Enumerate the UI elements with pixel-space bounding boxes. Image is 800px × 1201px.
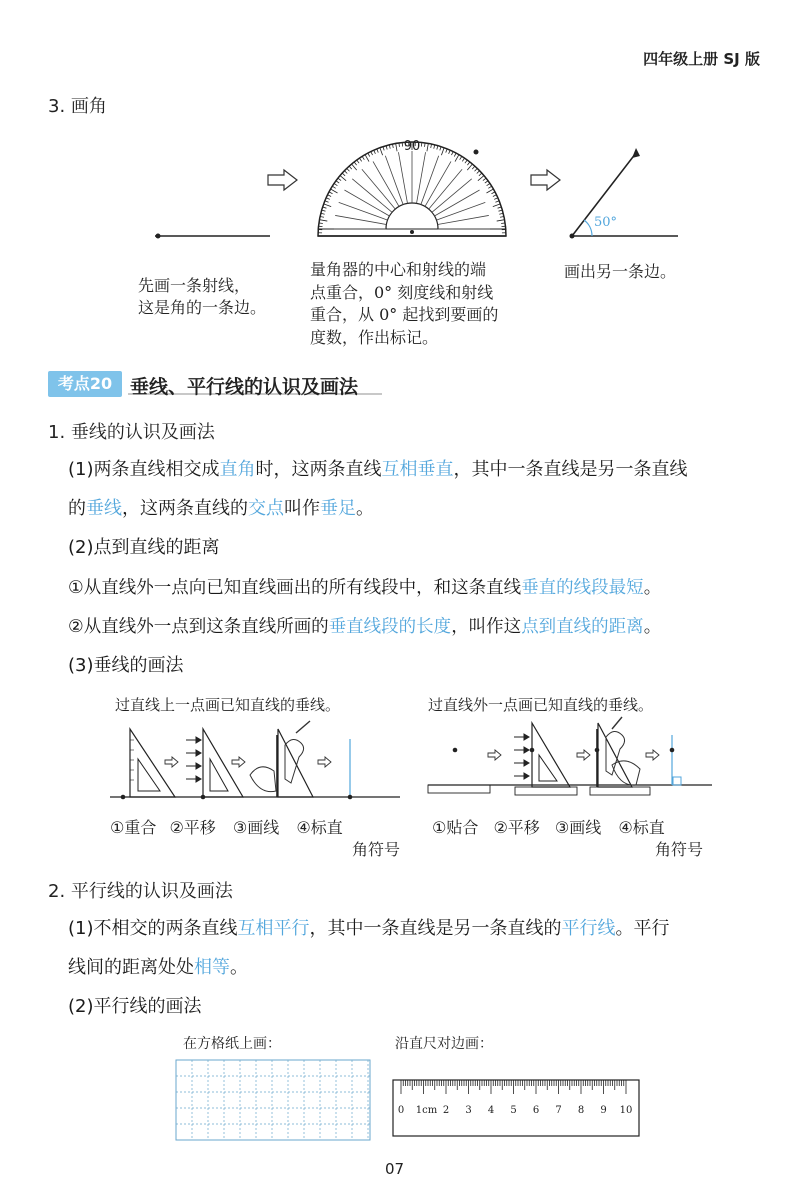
protractor-tick	[462, 158, 464, 161]
perp-paragraph-1	[68, 460, 688, 480]
ruler-number: 4	[487, 1105, 495, 1116]
perp-paragraph-4	[68, 578, 661, 598]
protractor-tick	[324, 204, 332, 207]
ruler-icon	[428, 785, 490, 793]
caption-line: 点重合，0° 刻度线和射线	[310, 282, 494, 302]
protractor-tick	[465, 160, 467, 163]
protractor-tick	[326, 198, 330, 200]
ray-endpoint	[156, 234, 161, 239]
protractor-tick	[349, 166, 352, 169]
protractor-tick	[494, 198, 498, 200]
arrow-icon	[318, 757, 331, 767]
protractor-top-label: 90	[403, 139, 421, 154]
protractor-tick	[479, 173, 482, 176]
protractor-tick	[446, 149, 447, 153]
answer-text: 互相垂直	[381, 459, 454, 480]
protractor-tick	[377, 149, 378, 153]
angle-drawing-figure	[0, 0, 800, 260]
arrow-icon	[165, 757, 178, 767]
arrow-icon	[232, 757, 245, 767]
grid-paper	[176, 1060, 376, 1140]
protractor-tick	[374, 150, 376, 154]
protractor-tick	[371, 152, 373, 156]
protractor-tick	[467, 164, 472, 170]
arrowhead-icon	[632, 148, 640, 158]
protractor-tick	[322, 210, 326, 211]
protractor-tick	[441, 148, 444, 156]
protractor-tick	[340, 176, 346, 181]
answer-text: 直角	[219, 459, 256, 480]
step-label: ④标直	[618, 818, 665, 837]
protractor-tick	[449, 150, 451, 154]
protractor-tick	[368, 153, 370, 157]
parallel-paragraph-1	[68, 919, 670, 939]
ruler-number: 1cm	[415, 1105, 438, 1116]
protractor-tick	[365, 155, 369, 162]
protractor-tick	[347, 168, 350, 171]
protractor-tick	[332, 186, 335, 188]
text-span: ，叫作这	[451, 617, 522, 637]
caption-line: 量角器的中心和射线的端	[310, 260, 487, 279]
answer-text: 垂足	[320, 498, 356, 519]
text-span: ①从直线外一点向已知直线画出的所有线段中，和这条直线	[68, 578, 522, 598]
protractor-tick	[437, 146, 438, 150]
protractor-tick	[425, 143, 426, 147]
ruler-number: 5	[510, 1105, 517, 1116]
answer-text: 互相平行	[237, 918, 310, 939]
answer-text: 垂直的线段最短	[521, 578, 644, 598]
perp-subtitle-2: (2)点到直线的距离	[68, 537, 220, 558]
protractor-tick	[460, 156, 462, 159]
ruler-number: 10	[619, 1105, 633, 1116]
text-span: 。	[643, 617, 662, 637]
protractor-tick	[477, 171, 480, 174]
caption-line: 这是角的一条边。	[138, 298, 267, 317]
step-label-cont: 角符号	[655, 840, 704, 859]
ruler-number: 2	[442, 1105, 450, 1116]
protractor-tick	[342, 173, 345, 176]
text-span: 叫作	[284, 498, 320, 519]
protractor-tick	[325, 201, 329, 202]
text-span: 。	[356, 498, 374, 519]
caption-line: 先画一条射线，	[138, 276, 251, 295]
steps-left	[110, 817, 343, 839]
protractor-tick	[472, 166, 475, 169]
perp-title: 1. 垂线的认识及画法	[48, 422, 215, 443]
ruler-number: 6	[532, 1105, 540, 1116]
answer-text: 垂线	[86, 498, 122, 519]
caption-left	[138, 275, 266, 319]
step-label-cont: 角符号	[352, 840, 401, 859]
answer-text: 垂直线段的长度	[328, 617, 452, 637]
steps-right	[432, 817, 665, 839]
step-label: ③画线	[232, 818, 280, 837]
protractor-tick	[362, 156, 364, 159]
kaodian-title: 垂线、平行线的认识及画法	[130, 376, 359, 398]
perp-subtitle-3: (3)垂线的画法	[68, 655, 184, 676]
caption-on-line: 过直线上一点画已知直线的垂线。	[115, 696, 341, 714]
text-span: 。	[643, 578, 662, 598]
protractor-tick	[488, 186, 491, 188]
protractor-tick	[354, 162, 356, 165]
right-angle-mark	[673, 777, 681, 785]
ruler-number: 7	[555, 1105, 562, 1116]
protractor-tick	[396, 143, 397, 151]
protractor-tick	[478, 176, 484, 181]
kaodian-tag: 考点20	[48, 371, 122, 397]
protractor-tick	[499, 213, 503, 214]
parallel-paragraph-2	[68, 958, 248, 978]
perp-paragraph-5	[68, 617, 661, 637]
protractor-tick	[497, 220, 505, 221]
caption-line: 度数，作出标记。	[310, 327, 439, 347]
perp-paragraph-2	[68, 499, 374, 519]
caption-grid: 在方格纸上画：	[183, 1036, 281, 1052]
text-span: (1)不相交的两条直线	[68, 918, 238, 939]
answer-text: 平行线	[561, 918, 616, 939]
text-span: 。平行	[615, 918, 670, 939]
protractor-tick	[334, 183, 337, 185]
step-label: ①重合	[110, 818, 157, 837]
text-span: 的	[68, 498, 86, 519]
step-label: ③画线	[554, 818, 602, 837]
caption-off-line: 过直线外一点画已知直线的垂线。	[428, 696, 654, 714]
angle-label: 50°	[594, 215, 618, 230]
protractor-tick	[475, 168, 478, 171]
protractor-tick	[399, 143, 400, 147]
text-span: ②从直线外一点到这条直线所画的	[68, 617, 329, 637]
ruler-icon	[515, 787, 577, 795]
text-span: ，其中一条直线是另一条直线的	[309, 918, 562, 939]
ruler-number: 0	[397, 1105, 405, 1116]
protractor-tick	[357, 160, 359, 163]
parallel-subtitle-2: (2)平行线的画法	[68, 996, 202, 1017]
hand-drawing-icon	[595, 717, 640, 787]
arrow-icon	[531, 170, 560, 190]
parallel-title: 2. 平行线的认识及画法	[48, 881, 233, 902]
protractor-tick	[328, 195, 332, 197]
arrow-icon	[577, 750, 590, 760]
ruler-icon	[393, 1080, 643, 1140]
step-label: ②平移	[493, 818, 540, 837]
protractor-tick	[467, 162, 469, 165]
protractor-tick	[338, 178, 341, 180]
protractor-tick	[455, 155, 459, 162]
protractor-tick	[386, 146, 387, 150]
text-span: ，其中一条直线是另一条直线	[453, 459, 688, 480]
arrow-icon	[488, 750, 501, 760]
protractor-tick	[487, 183, 490, 185]
protractor-tick	[344, 171, 347, 174]
caption-line: 重合，从 0° 起找到要画的	[310, 305, 499, 324]
answer-text: 相等	[194, 957, 230, 978]
set-square-icon	[130, 729, 175, 797]
protractor-tick	[331, 189, 338, 193]
caption-right: 画出另一条边。	[564, 262, 677, 281]
answer-text: 点到直线的距离	[521, 617, 644, 637]
protractor-tick	[336, 181, 339, 183]
hand-drawing-icon	[250, 721, 313, 797]
protractor-tick	[495, 201, 499, 202]
protractor-tick	[491, 192, 495, 194]
protractor-tick	[499, 210, 503, 211]
protractor-tick	[493, 204, 501, 207]
caption-ruler: 沿直尺对边画：	[395, 1036, 493, 1052]
ruler-number: 9	[600, 1105, 607, 1116]
protractor-tick	[451, 152, 453, 156]
protractor-tick	[321, 213, 325, 214]
protractor-tick	[352, 164, 357, 170]
heading-underline	[0, 392, 800, 402]
protractor-tick	[454, 153, 456, 157]
arrow-icon	[268, 170, 297, 190]
text-span: 。	[230, 957, 248, 978]
arrow-icon	[646, 750, 659, 760]
ruler-number: 3	[465, 1105, 472, 1116]
protractor-tick	[319, 223, 323, 224]
protractor-tick	[359, 158, 361, 161]
protractor-tick	[329, 192, 333, 194]
set-square-icon	[514, 723, 570, 787]
set-square-icon	[186, 729, 243, 797]
protractor-icon	[318, 142, 506, 236]
ruler-icon	[590, 787, 650, 795]
ruler-number: 8	[577, 1105, 585, 1116]
text-span: ，这两条直线的	[122, 498, 248, 519]
grade-label: 四年级上册 SJ 版	[643, 50, 760, 68]
protractor-tick	[427, 143, 428, 151]
angle-arc	[584, 220, 592, 236]
protractor-tick	[493, 195, 497, 197]
protractor-tick	[501, 223, 505, 224]
protractor-tick	[380, 148, 383, 156]
caption-middle	[310, 259, 498, 349]
page-number: 07	[385, 1160, 405, 1178]
step-label: ②平移	[169, 818, 216, 837]
step-label: ④标直	[296, 818, 343, 837]
step-label: ①贴合	[432, 818, 479, 837]
protractor-tick	[486, 189, 493, 193]
text-span: 时，这两条直线	[255, 459, 382, 480]
protractor-tick	[319, 220, 327, 221]
protractor-tick	[485, 181, 488, 183]
text-span: (1)两条直线相交成	[68, 459, 220, 480]
answer-text: 交点	[248, 498, 284, 519]
section-3-title: 3. 画角	[48, 96, 107, 117]
protractor-tick	[483, 178, 486, 180]
perpendicular-drawing-figure	[0, 715, 800, 825]
text-span: 线间的距离处处	[68, 957, 194, 978]
